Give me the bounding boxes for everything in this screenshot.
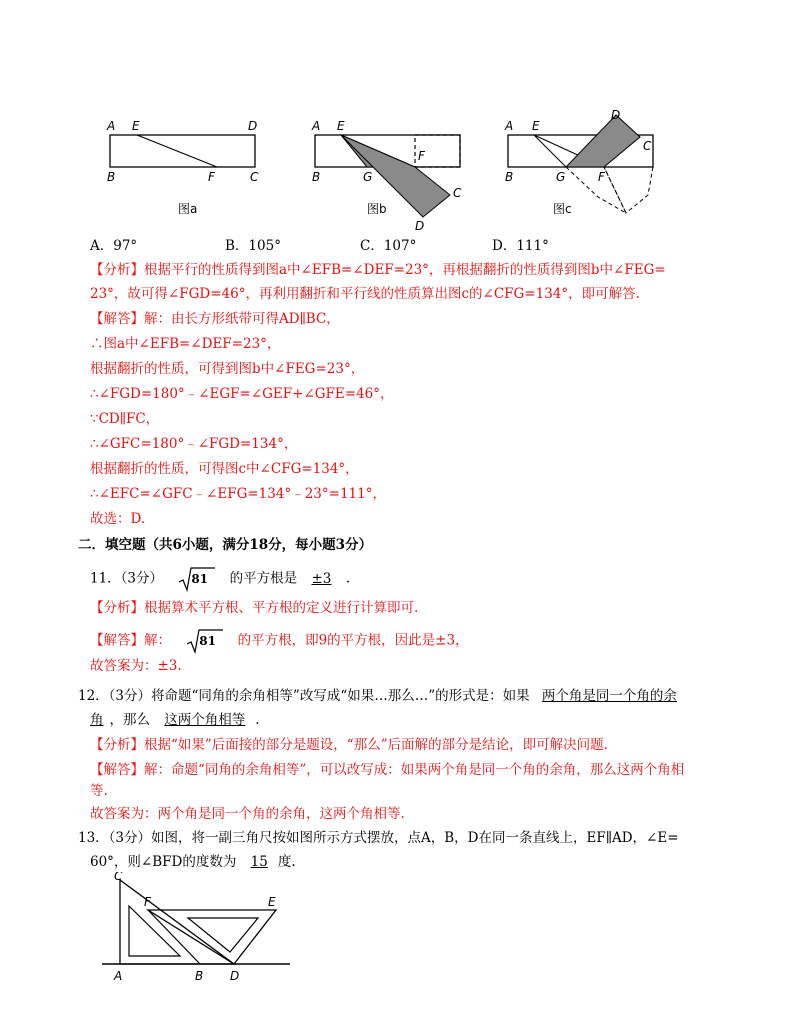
q11-solve-after: 的平方根，即9的平方根，因此是±3， bbox=[237, 632, 469, 649]
caption-a: 图a bbox=[178, 202, 198, 216]
section-title: 二．填空题（共6小题，满分18分，每小题3分） bbox=[78, 537, 373, 553]
option-c: C．107° bbox=[360, 238, 417, 254]
figure-q13 bbox=[100, 872, 300, 992]
label-a-E: E bbox=[132, 119, 140, 133]
label-c-D: D bbox=[611, 108, 621, 122]
q10-choose: 故选：D. bbox=[90, 511, 146, 527]
q12-answer-line1: 【解答】解：命题“同角的余角相等”，可以改写成：如果两个角是同一个角的余角，那么这两个角相 bbox=[90, 762, 685, 778]
q12-analysis: 【分析】根据“如果”后面接的部分是题设，“那么”后面解的部分是结论，即可解决问题. bbox=[90, 737, 608, 753]
q11-stem bbox=[90, 566, 350, 592]
q10-answer-line3: 根据翻折的性质，可得到图b中∠FEG=23°， bbox=[90, 361, 365, 377]
figure-c bbox=[498, 105, 668, 225]
q11-analysis: 【分析】根据算术平方根、平方根的定义进行计算即可. bbox=[90, 600, 419, 616]
label-c-E: E bbox=[532, 119, 540, 133]
q11-solve-radicand: 81 bbox=[199, 634, 216, 648]
q12-stem-line1 bbox=[78, 686, 677, 706]
label-q13-C: C bbox=[114, 872, 123, 883]
q11-sqrt bbox=[177, 566, 215, 592]
q11-solve-sqrt bbox=[185, 628, 223, 654]
q11-solve bbox=[90, 628, 469, 654]
label-c-A: A bbox=[505, 119, 514, 133]
q12-blank-2: 这两个角相等 bbox=[164, 712, 246, 728]
q13-stem-line2 bbox=[90, 852, 296, 872]
label-q13-B: B bbox=[195, 969, 204, 983]
caption-b: 图b bbox=[367, 202, 387, 216]
q13-answer-blank: 15 bbox=[250, 854, 268, 870]
label-q13-E: E bbox=[268, 895, 276, 909]
label-b-B: B bbox=[312, 170, 321, 184]
q13-stem-line1: 13．（3分）如图，将一副三角尺按如图所示方式摆放，点A，B，D在同一条直线上，EF∥AD，∠E= bbox=[78, 830, 679, 846]
q11-radicand: 81 bbox=[191, 572, 209, 586]
label-a-D: D bbox=[248, 119, 258, 133]
label-c-F: F bbox=[598, 170, 605, 184]
q10-answer-line5: ∵CD∥FC， bbox=[90, 411, 160, 427]
q13-stem-suffix: 度. bbox=[277, 854, 296, 870]
q11-stem-after: 的平方根是 bbox=[229, 570, 298, 587]
label-a-A: A bbox=[107, 119, 116, 133]
q12-final: 故答案为：两个角是同一个角的余角，这两个角相等. bbox=[90, 806, 405, 822]
label-q13-D: D bbox=[230, 969, 240, 983]
label-b-D: D bbox=[415, 219, 425, 233]
q12-stem-line2 bbox=[90, 710, 260, 730]
q10-analysis-line2: 23°，故可得∠FGD=46°，再利用翻折和平行线的性质算出图c的∠CFG=134°，即可解答. bbox=[90, 286, 640, 302]
q12-mid: ，那么 bbox=[109, 712, 150, 728]
label-c-B: B bbox=[505, 170, 514, 184]
label-a-C: C bbox=[250, 170, 259, 184]
option-d: D．111° bbox=[492, 238, 549, 254]
q10-answer-line8: ∴∠EFC=∠GFC﹣∠EFG=134°﹣23°=111°， bbox=[90, 486, 386, 502]
q12-blank-1b: 角 bbox=[90, 712, 104, 728]
label-b-G: G bbox=[363, 170, 373, 184]
q11-end: . bbox=[345, 570, 351, 587]
q12-answer-line2: 等. bbox=[90, 783, 108, 799]
q12-stem: 12．（3分）将命题“同角的余角相等”改写成“如果…那么…”的形式是：如果 bbox=[78, 688, 530, 704]
q11-number: 11．（3分） bbox=[90, 570, 164, 587]
q10-answer-line4: ∴∠FGD=180°﹣∠EGF=∠GEF+∠GFE=46°， bbox=[90, 386, 394, 402]
q13-stem-prefix: 60°，则∠BFD的度数为 bbox=[90, 854, 237, 870]
label-b-F: F bbox=[418, 149, 425, 163]
label-a-F: F bbox=[208, 170, 215, 184]
label-c-C: C bbox=[643, 139, 652, 153]
label-q13-F: F bbox=[144, 895, 151, 909]
q12-end: . bbox=[255, 712, 260, 728]
q10-answer-line7: 根据翻折的性质，可得图c中∠CFG=134°， bbox=[90, 461, 359, 477]
caption-c: 图c bbox=[553, 202, 572, 216]
option-a: A．97° bbox=[90, 238, 138, 254]
q11-answer-blank: ±3 bbox=[311, 570, 332, 587]
label-a-B: B bbox=[107, 170, 116, 184]
label-c-G: G bbox=[556, 170, 566, 184]
label-b-A: A bbox=[312, 119, 321, 133]
q10-answer-line2: ∴图a中∠EFB=∠DEF=23°， bbox=[90, 336, 281, 352]
figure-b bbox=[305, 115, 475, 235]
option-b: B．105° bbox=[225, 238, 281, 254]
figure-a bbox=[100, 115, 270, 220]
q10-answer-line1: 【解答】解：由长方形纸带可得AD∥BC， bbox=[90, 311, 340, 327]
label-q13-A: A bbox=[114, 969, 123, 983]
q10-answer-line6: ∴∠GFC=180°﹣∠FGD=134°， bbox=[90, 436, 298, 452]
label-b-C: C bbox=[453, 186, 462, 200]
label-b-E: E bbox=[337, 119, 345, 133]
q11-final: 故答案为：±3. bbox=[90, 658, 182, 674]
q11-solve-prefix: 【解答】解： bbox=[90, 632, 171, 649]
q10-analysis-line1: 【分析】根据平行的性质得到图a中∠EFB=∠DEF=23°，再根据翻折的性质得到图b中∠FEG= bbox=[90, 262, 666, 278]
q12-blank-1a: 两个角是同一个角的余 bbox=[541, 688, 677, 704]
